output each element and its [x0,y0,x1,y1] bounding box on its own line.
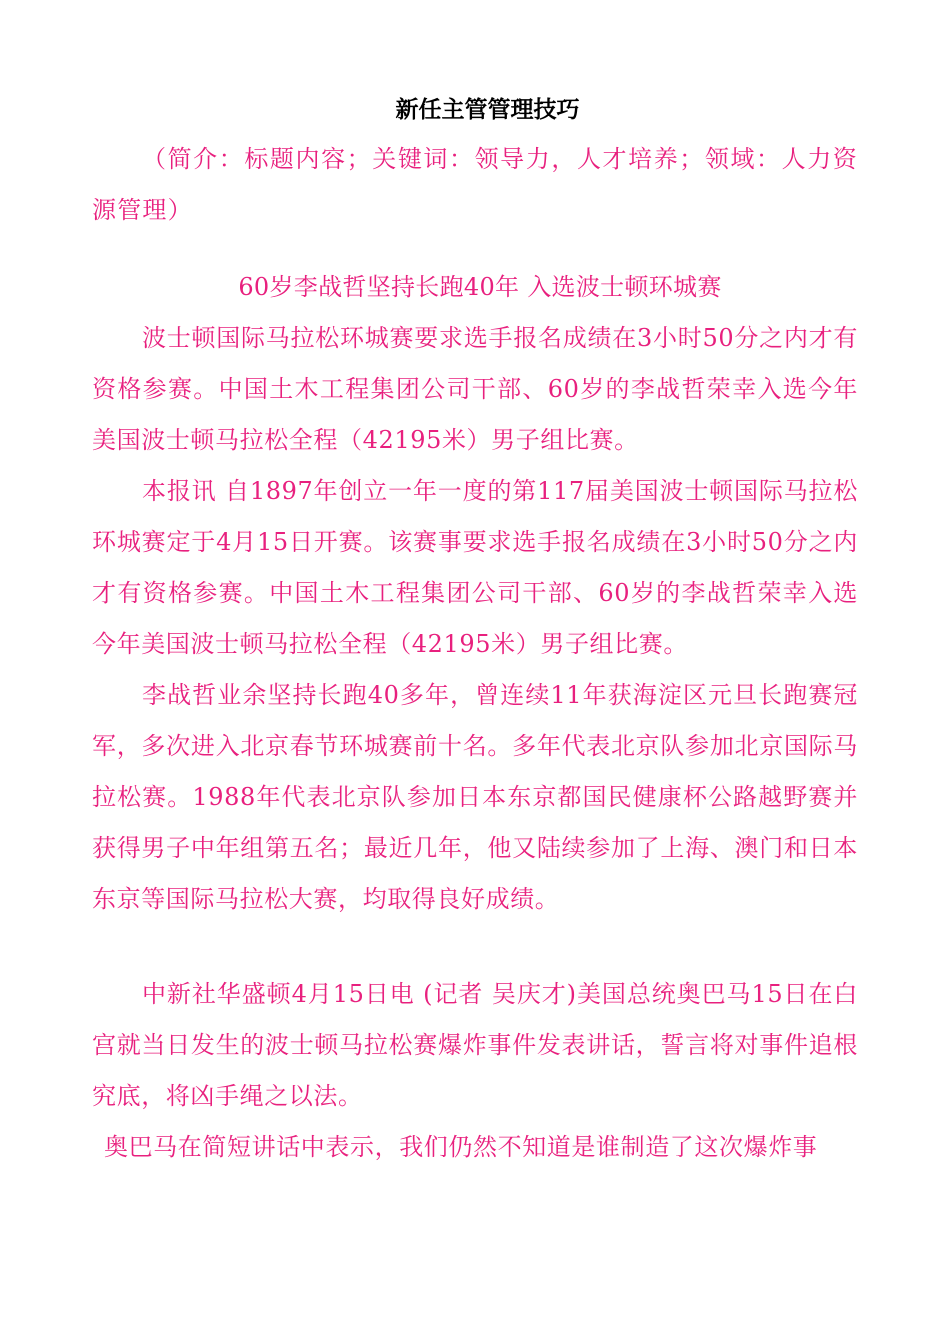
article-paragraph-2: 本报讯 自1897年创立一年一度的第117届美国波士顿国际马拉松环城赛定于4月15日开赛。该赛事要求选手报名成绩在3小时50分之内才有资格参赛。中国土木工程集团公司干部、60岁的李战哲荣幸入选今年美国波士顿马拉松全程（42195米）男子组比赛。 [92,477,858,658]
intro-paragraph: （简介：标题内容；关键词：领导力，人才培养；领域：人力资源管理） [92,145,858,224]
article-title: 60岁李战哲坚持长跑40年 入选波士顿环城赛 [238,273,722,301]
article-paragraph-5: 奥巴马在简短讲话中表示，我们仍然不知道是谁制造了这次爆炸事 [104,1133,818,1161]
article-paragraph-3: 李战哲业余坚持长跑40多年，曾连续11年获海淀区元旦长跑赛冠军，多次进入北京春节环城赛前十名。多年代表北京队参加北京国际马拉松赛。1988年代表北京队参加日本东京都国民健康杯公路越野赛并获得男子中年组第五名；最近几年，他又陆续参加了上海、澳门和日本东京等国际马拉松大赛，均取得良好成绩。 [92,681,858,913]
document-title: 新任主管管理技巧 [395,97,580,123]
article-paragraph-4: 中新社华盛顿4月15日电 (记者 吴庆才)美国总统奥巴马15日在白宫就当日发生的波士顿马拉松赛爆炸事件发表讲话，誓言将对事件追根究底，将凶手绳之以法。 [92,980,858,1110]
article-paragraph-1: 波士顿国际马拉松环城赛要求选手报名成绩在3小时50分之内才有资格参赛。中国土木工程集团公司干部、60岁的李战哲荣幸入选今年美国波士顿马拉松全程（42195米）男子组比赛。 [92,324,858,454]
paragraph-gap [92,925,858,969]
